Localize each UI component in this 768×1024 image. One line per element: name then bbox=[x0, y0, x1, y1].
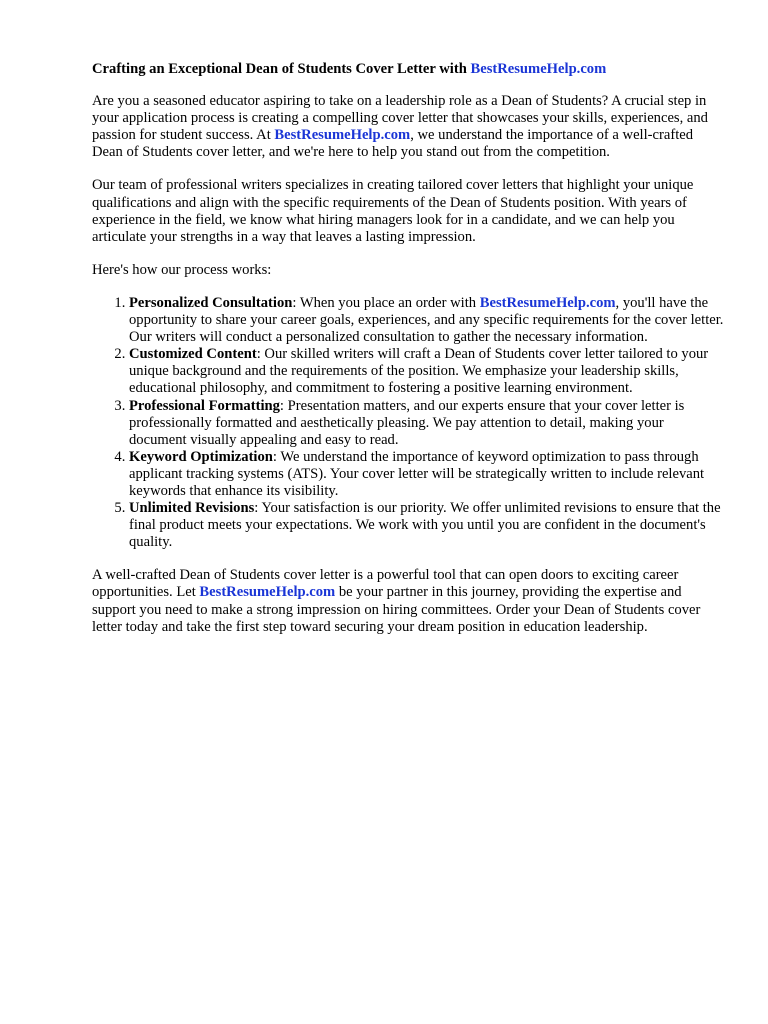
step-text: : We understand the importance of keyword optimization to pass through applicant tracking systems (ATS). Your cover letter will be strategically written to include relevant keywords that enhance its visibility. bbox=[129, 448, 705, 499]
intro-paragraph bbox=[92, 93, 724, 161]
step-text: : Your satisfaction is our priority. We offer unlimited revisions to ensure that the final product meets your expectations. We work with you until you are confident in the document's quality. bbox=[129, 500, 721, 551]
process-intro: Here's how our process works: bbox=[92, 261, 272, 278]
team-paragraph: Our team of professional writers specializes in creating tailored cover letters that highlight your unique qualifications and align with the specific requirements of the Dean of Students position. With years of experience in the field, we know what hiring managers look for in a candidate, and we can help you articulate your strengths in a way that leaves a lasting impression. bbox=[92, 177, 694, 245]
step-text-before: : When you place an order with bbox=[292, 294, 480, 311]
intro-text-after: , we understand the importance of a well-crafted Dean of Students cover letter, and we're here to help you stand out from the competition. bbox=[92, 127, 694, 161]
intro-link[interactable]: BestResumeHelp.com bbox=[274, 127, 411, 144]
step-item-professional-formatting bbox=[129, 398, 724, 449]
step-term: Professional Formatting bbox=[129, 397, 280, 414]
document-title bbox=[92, 61, 724, 78]
step-term: Customized Content bbox=[129, 346, 257, 363]
step-item-unlimited-revisions bbox=[129, 500, 724, 551]
step-term: Keyword Optimization bbox=[129, 448, 273, 465]
step-item-keyword-optimization bbox=[129, 449, 724, 500]
process-steps-list bbox=[92, 295, 724, 551]
step-text: : Our skilled writers will craft a Dean of Students cover letter tailored to your unique background and the requirements of the position. We emphasize your leadership skills, educational philosophy, and commitment to fostering a positive learning environment. bbox=[129, 346, 709, 397]
step-text-after: , you'll have the opportunity to share your career goals, experiences, and any specific requirements for the cover letter. Our writers will conduct a personalized consultation to gather the necessary information. bbox=[129, 294, 724, 346]
closing-paragraph bbox=[92, 567, 724, 635]
intro-text-before: Are you a seasoned educator aspiring to take on a leadership role as a Dean of Students? A crucial step in your application process is creating a compelling cover letter that showcases your skills, experiences, and passion for student success. At bbox=[92, 93, 708, 144]
closing-text-before: A well-crafted Dean of Students cover letter is a powerful tool that can open doors to exciting career opportunities. Let bbox=[92, 567, 679, 601]
title-link[interactable]: BestResumeHelp.com bbox=[470, 61, 607, 77]
step-text: : Presentation matters, and our experts ensure that your cover letter is professionally formatted and aesthetically pleasing. We pay attention to detail, making your document visually appealing and easy to read. bbox=[129, 397, 685, 448]
step-term: Personalized Consultation bbox=[129, 294, 293, 311]
step-link[interactable]: BestResumeHelp.com bbox=[479, 294, 616, 311]
step-item-customized-content bbox=[129, 346, 724, 397]
closing-text-after: be your partner in this journey, providing the expertise and support you need to make a strong impression on hiring committees. Order your Dean of Students cover letter today and take the first step toward securing your dream position in education leadership. bbox=[92, 584, 701, 635]
step-term: Unlimited Revisions bbox=[129, 500, 255, 517]
step-item-personalized-consultation bbox=[129, 295, 724, 346]
closing-link[interactable]: BestResumeHelp.com bbox=[199, 584, 336, 601]
title-text: Crafting an Exceptional Dean of Students Cover Letter with bbox=[92, 61, 471, 77]
